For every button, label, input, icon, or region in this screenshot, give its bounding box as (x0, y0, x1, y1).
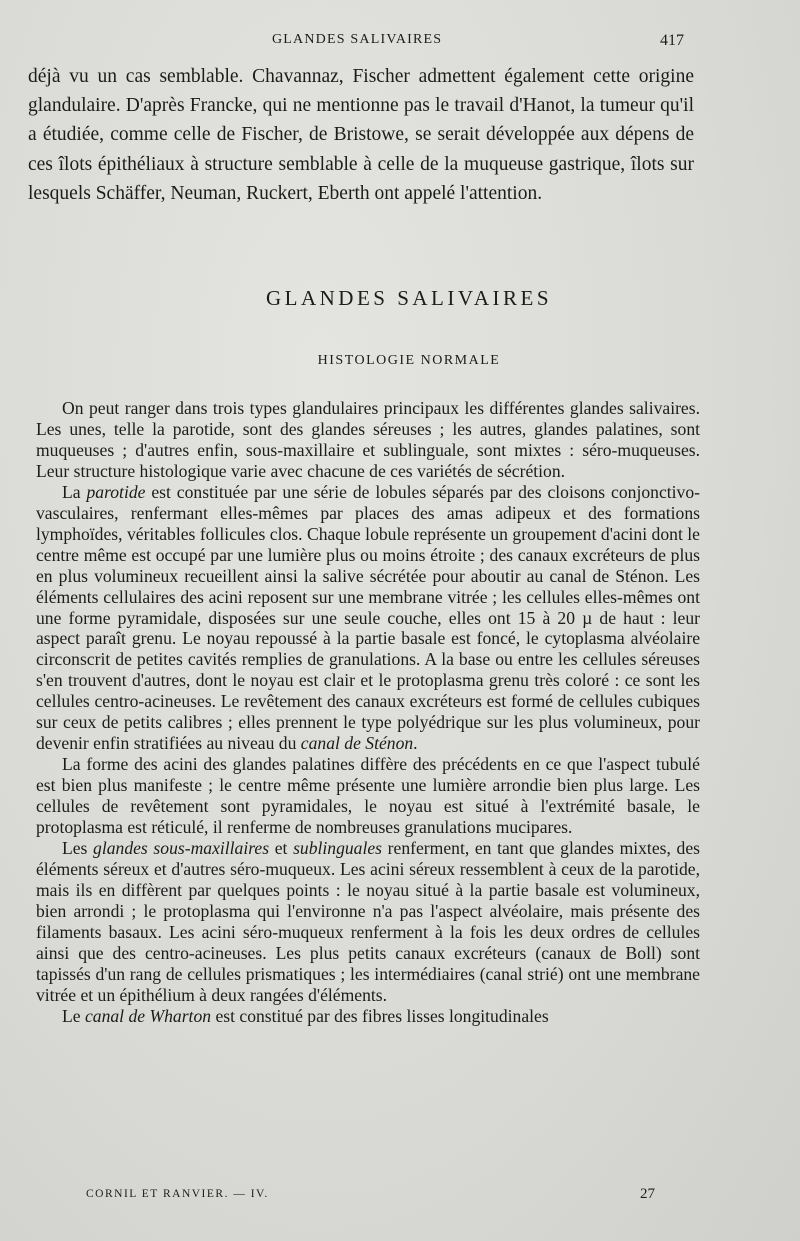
footer-signature: CORNIL ET RANVIER. — IV. (86, 1188, 269, 1200)
paragraph-sous-maxillaires (36, 838, 700, 1006)
term-glandes-sous-maxillaires: glandes sous-maxillaires (93, 838, 270, 859)
term-canal-wharton: canal de Wharton (84, 1005, 212, 1026)
subsection-title: HISTOLOGIE NORMALE (317, 353, 501, 368)
p5-lead: Le (62, 1005, 85, 1026)
term-canal-stenon: canal de Sténon (300, 733, 414, 754)
term-parotide: parotide (86, 481, 146, 502)
p4-tail: renferment, en tant que glandes mixtes, des éléments séreux et d'autres séro-muqueux. Les acini séreux ressemblent à ceux de la parotide, mais ils en diffèrent par quelques points : le noyau situé à la partie basale est volumineux, bien arrondi ; le protoplasma qui l'environne n'a pas l'aspect alvéolaire, mais présente des filaments basaux. Les acini séro-muqueux renferment à la fois les deux ordres de cellules ainsi que des centro-acineuses. Les plus petits canaux excréteurs (canaux de Boll) sont tapissés d'un rang de cellules prismatiques ; les intermédiaires (canal strié) ont une membrane vitrée et un épithélium à deux rangées d'éléments. (36, 838, 700, 1005)
p5-tail: est constitué par des fibres lisses longitudinales (211, 1005, 549, 1026)
intro-paragraph: déjà vu un cas semblable. Chavannaz, Fischer admettent également cette origine glandulaire. D'après Francke, qui ne mentionne pas le travail d'Hanot, la tumeur qu'il a étudiée, comme celle de Fischer, de Bristowe, se serait développée aux dépens de ces îlots épithéliaux à structure semblable à celle de la muqueuse gastrique, îlots sur lesquels Schäffer, Neuman, Ruckert, Eberth ont appelé l'attention. (28, 66, 694, 204)
paragraph-wharton (36, 1006, 700, 1027)
intro-text (28, 62, 694, 208)
running-head (0, 30, 800, 54)
p4-lead: Les (62, 838, 94, 859)
body-text (36, 398, 700, 1027)
section-title: GLANDES SALIVAIRES (265, 286, 553, 310)
paragraph-palatines: La forme des acini des glandes palatines diffère des précédents en ce que l'aspect tubulé est bien plus manifeste ; le centre même présente une lumière arrondie bien plus large. Les cellules de revêtement sont pyramidales, le noyau est situé à l'extrémité basale, le protoplasma est réticulé, il renferme de nombreuses granulations mucipares. (36, 754, 700, 838)
footer-signature-number: 27 (640, 1186, 655, 1202)
p2-middle: est constituée par une série de lobules séparés par des cloisons conjonctivo-vasculaires, renfermant elles-mêmes par places des amas adipeux et des formations lymphoïdes, véritables follicules clos. Chaque lobule représente un groupement d'acini dont le centre même est occupé par une lumière plus ou moins étroite ; des canaux excréteurs de plus en plus volumineux recueillent ainsi la salive sécrétée pour aboutir au canal de Sténon. Les éléments cellulaires des acini reposent sur une membrane vitrée ; les cellules elles-mêmes ont une forme pyramidale, disposées sur une seule couche, elles ont 15 à 20 µ de haut : leur aspect paraît grenu. Le noyau repoussé à la partie basale est foncé, le cytoplasma alvéolaire circonscrit de petites cavités remplies de granulations. A la base ou entre les cellules séreuses s'en trouvent d'autres, dont le noyau est clair et le protoplasma grenu très coloré : ce sont les cellules centro-acineuses. Le revêtement des canaux excréteurs est formé de cellules cubiques sur ceux de petits calibres ; elles prennent le type polyédrique sur les plus volumineux, pour devenir enfin stratifiées au niveau du (36, 481, 700, 754)
running-head-title: GLANDES SALIVAIRES (272, 32, 443, 47)
p4-middle: et (269, 838, 294, 859)
p2-tail: . (413, 733, 418, 754)
paragraph-parotide (36, 482, 700, 754)
paragraph-types: On peut ranger dans trois types glandulaires principaux les différentes glandes salivaires. Les unes, telle la parotide, sont des glandes séreuses ; les autres, glandes palatines, sont muqueuses ; d'autres enfin, sous-maxillaire et sublinguale, sont mixtes : séro-muqueuses. Leur structure histologique varie avec chacune de ces variétés de sécrétion. (36, 398, 700, 481)
p2-lead: La (62, 481, 87, 502)
page-footer (0, 1186, 800, 1208)
term-sublinguales: sublinguales (293, 838, 383, 859)
page-number: 417 (660, 32, 684, 49)
